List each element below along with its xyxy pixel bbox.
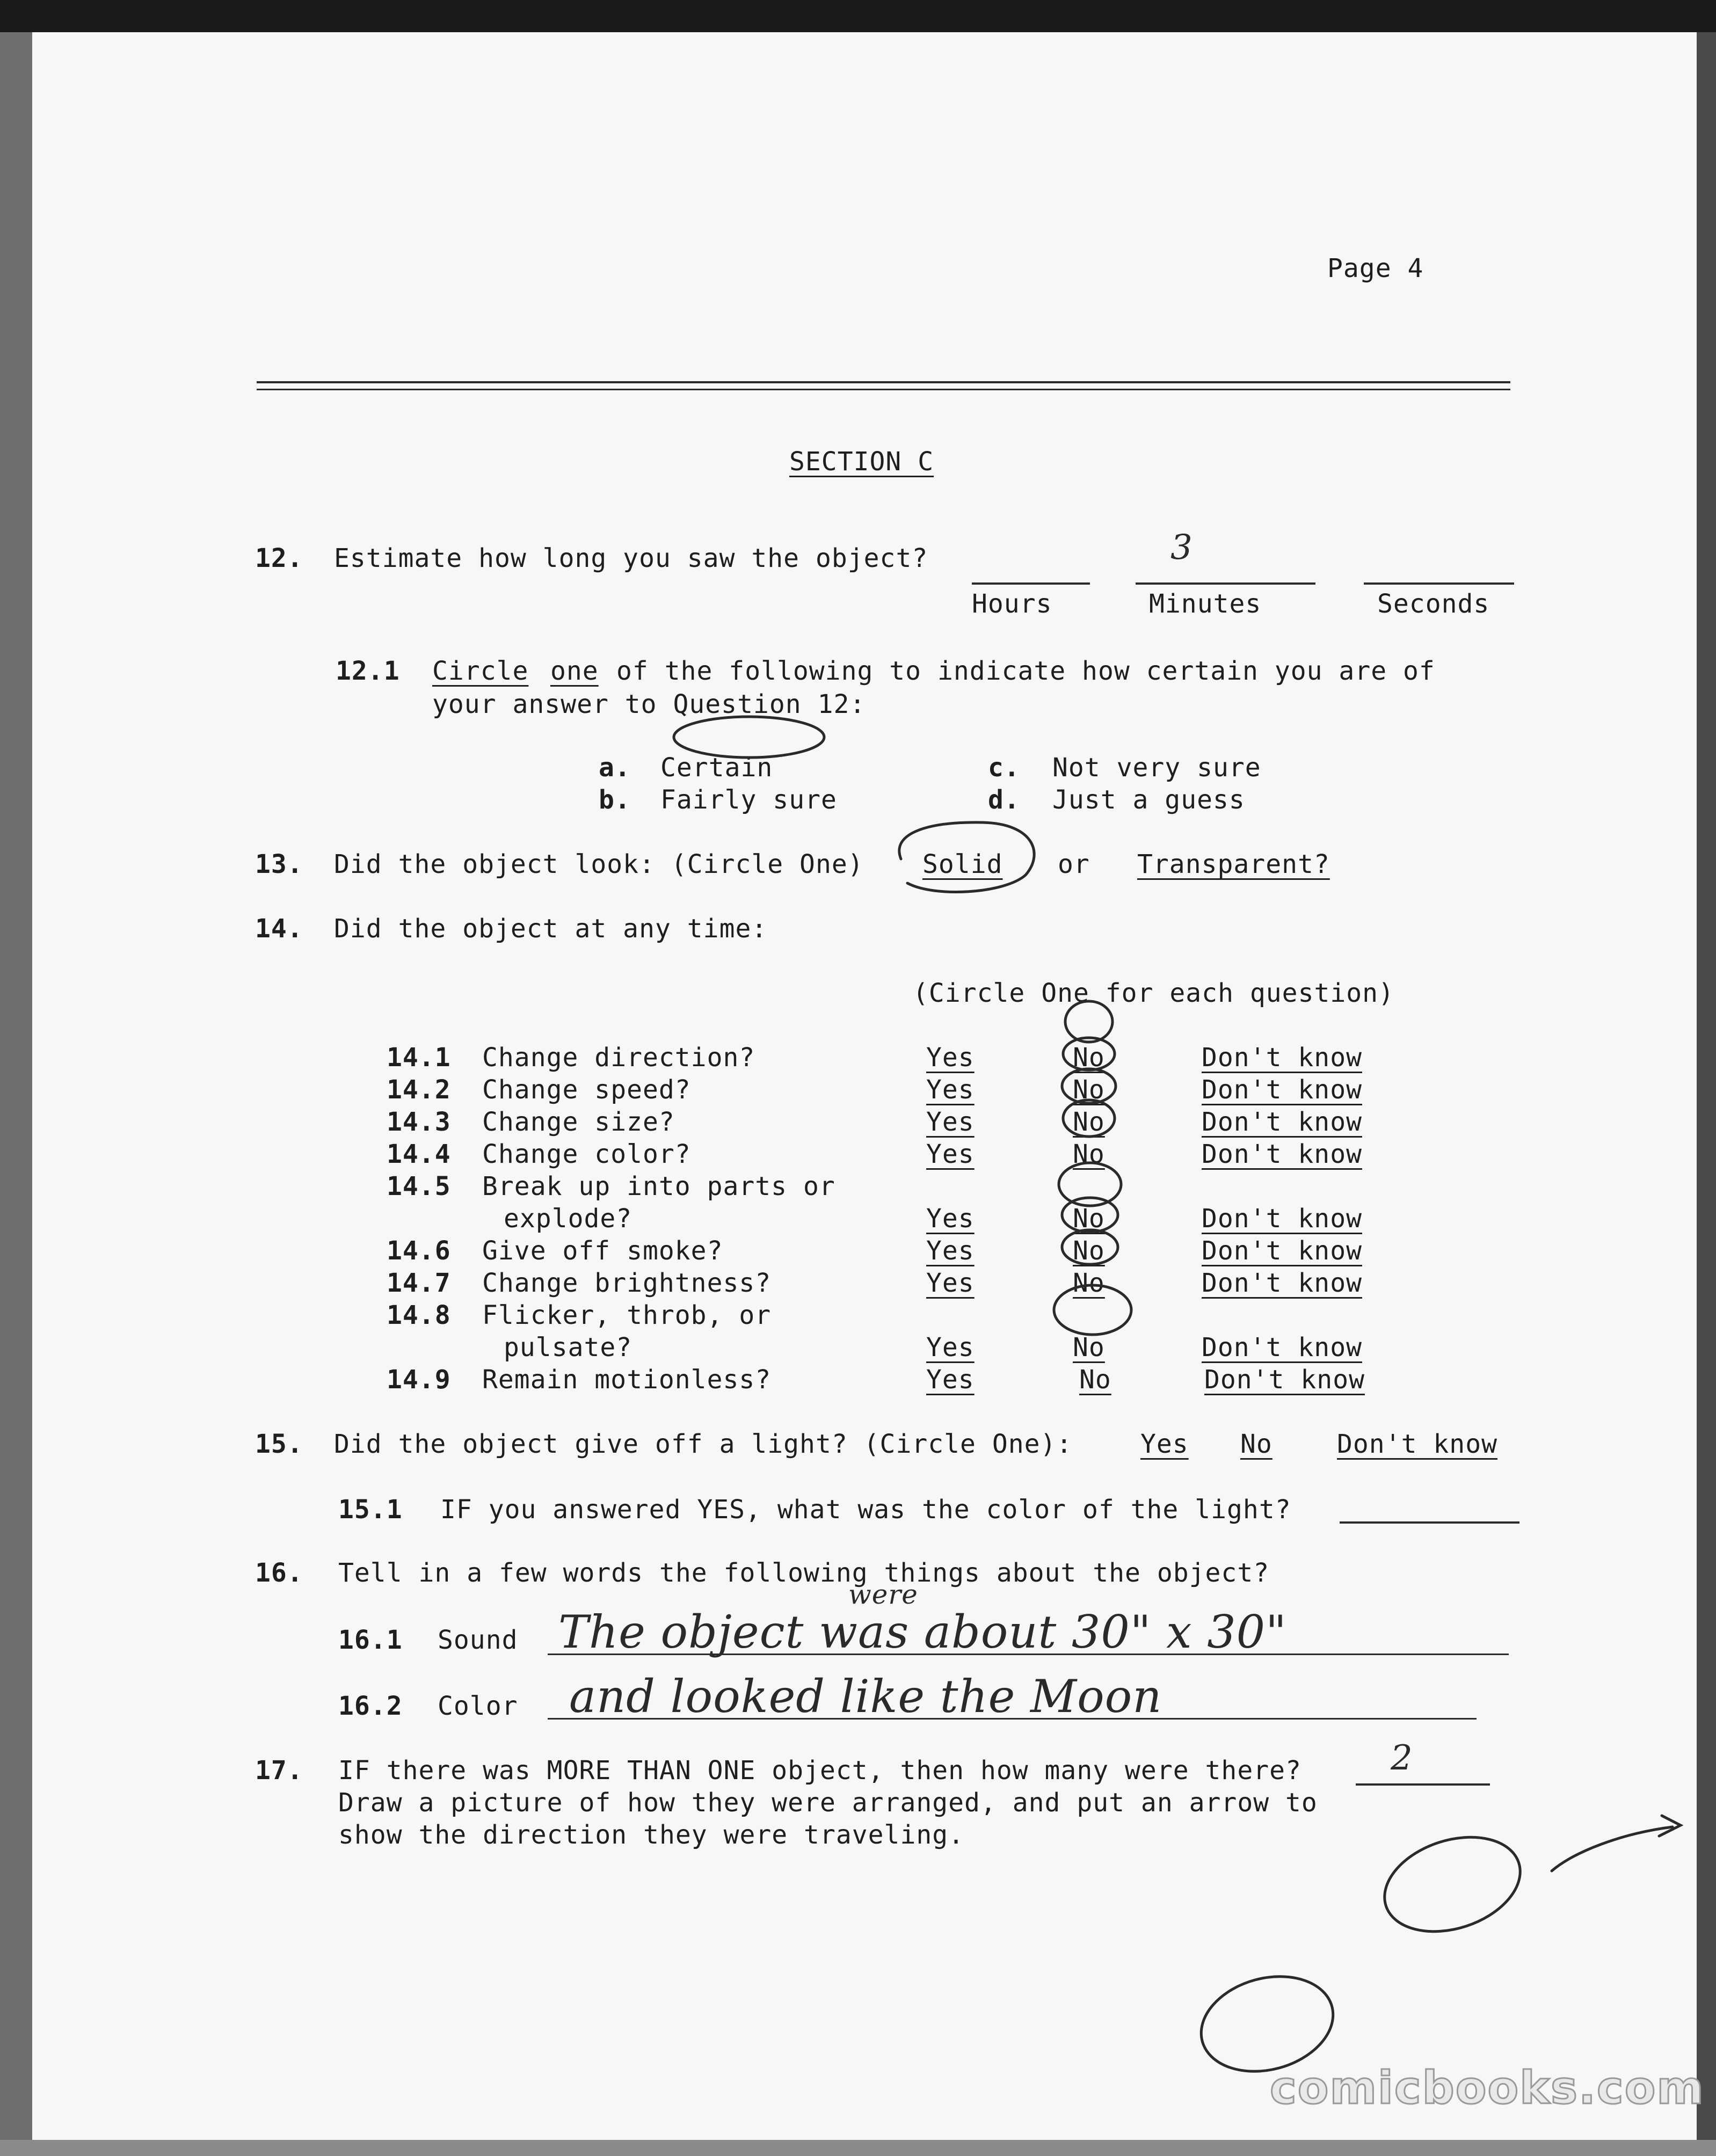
object-count-answer: 2 [1391,1738,1413,1778]
q13-option-solid[interactable]: Solid [922,849,1003,879]
no-circle-14-1 [1065,1001,1113,1042]
option-a-letter: a. [599,753,631,783]
hours-label: Hours [972,589,1052,619]
row-14-2-no[interactable]: No [1073,1075,1105,1105]
row-14-8-no[interactable]: No [1073,1332,1105,1363]
row-14-2-label: Change speed? [482,1075,691,1105]
row-14-7-yes[interactable]: Yes [926,1268,975,1298]
q12-number: 12. [255,543,303,573]
row-14-9-no[interactable]: No [1079,1365,1111,1395]
option-d-letter: d. [988,785,1020,815]
form-page [0,32,1716,2156]
row-14-1-number: 14.1 [387,1043,451,1073]
q12-1-text-line2: your answer to Question 12: [432,689,866,719]
row-14-5-number: 14.5 [387,1171,451,1201]
option-b-letter: b. [599,785,631,815]
q17-line2: Draw a picture of how they were arranged, and put an arrow to [338,1788,1318,1818]
q16-2-label: Color [438,1691,518,1721]
q14-number: 14. [255,914,303,944]
row-14-9-dont-know[interactable]: Don't know [1204,1365,1365,1395]
q14-instruction: (Circle One for each question) [913,978,1394,1008]
option-b-fairly-sure[interactable]: Fairly sure [660,785,837,815]
q12-text: Estimate how long you saw the object? [334,543,928,573]
no-circle-14-7 [1062,1230,1118,1264]
row-14-1-no[interactable]: No [1073,1043,1105,1073]
color-answer: and looked like the Moon [569,1670,1162,1723]
q12-1-circle-word: Circle [432,656,529,686]
row-14-2-yes[interactable]: Yes [926,1075,975,1105]
q13-number: 13. [255,849,303,879]
row-14-4-yes[interactable]: Yes [926,1139,975,1169]
q13-option-transparent[interactable]: Transparent? [1137,849,1330,879]
arrow-shaft [1552,1827,1673,1871]
row-14-7-number: 14.7 [387,1268,451,1298]
row-14-3-number: 14.3 [387,1107,451,1137]
row-14-3-label: Change size? [482,1107,675,1137]
row-14-8-dont-know[interactable]: Don't know [1202,1332,1362,1363]
row-14-3-dont-know[interactable]: Don't know [1202,1107,1362,1137]
q12-1-one-word: one [550,656,599,686]
no-circle-14-8 [1054,1285,1131,1335]
q17-number: 17. [255,1756,303,1786]
q12-1-text: of the following to indicate how certain you are of [616,656,1435,686]
row-14-1-label: Change direction? [482,1043,755,1073]
no-circle-14-4 [1063,1100,1115,1137]
row-14-6-yes[interactable]: Yes [926,1236,975,1266]
watermark: comicbooks.com [1270,2062,1705,2114]
q12-1-number: 12.1 [336,656,400,686]
row-14-8-label: Flicker, throb, or [482,1300,772,1330]
q15-yes[interactable]: Yes [1140,1429,1189,1459]
solid-circle-mark [899,822,1034,892]
row-14-6-label: Give off smoke? [482,1236,723,1266]
q15-no[interactable]: No [1240,1429,1273,1459]
row-14-4-number: 14.4 [387,1139,451,1169]
row-14-9-label: Remain motionless? [482,1365,772,1395]
row-14-7-label: Change brightness? [482,1268,772,1298]
row-14-5-no[interactable]: No [1073,1204,1105,1234]
q17-line3: show the direction they were traveling. [338,1820,965,1850]
row-14-4-label: Change color? [482,1139,691,1169]
minutes-answer: 3 [1170,528,1193,567]
row-14-9-number: 14.9 [387,1365,451,1395]
q15-dont-know[interactable]: Don't know [1337,1429,1497,1459]
row-14-1-yes[interactable]: Yes [926,1043,975,1073]
q16-1-number: 16.1 [338,1625,403,1655]
q15-text: Did the object give off a light? (Circle One): [334,1429,1073,1459]
q16-2-number: 16.2 [338,1691,403,1721]
row-14-3-yes[interactable]: Yes [926,1107,975,1137]
q13-or: or [1058,849,1090,879]
row-14-6-no[interactable]: No [1073,1236,1105,1266]
option-c-letter: c. [988,753,1020,783]
q16-number: 16. [255,1558,303,1588]
sound-insert: were [848,1579,918,1610]
row-14-5-dont-know[interactable]: Don't know [1202,1204,1362,1234]
row-14-4-dont-know[interactable]: Don't know [1202,1139,1362,1169]
q16-text: Tell in a few words the following things about the object? [338,1558,1270,1588]
q15-1-text: IF you answered YES, what was the color of the light? [440,1495,1291,1525]
row-14-3-no[interactable]: No [1073,1107,1105,1137]
row-14-5-label-line2: explode? [504,1204,632,1234]
row-14-5-label: Break up into parts or [482,1171,835,1201]
row-14-8-number: 14.8 [387,1300,451,1330]
q15-1-number: 15.1 [338,1495,403,1525]
no-circle-14-6 [1062,1198,1118,1232]
sound-answer: The object was about 30" x 30" [558,1606,1287,1658]
page-number: Page 4 [1327,253,1424,283]
row-14-9-yes[interactable]: Yes [926,1365,975,1395]
row-14-2-number: 14.2 [387,1075,451,1105]
row-14-8-yes[interactable]: Yes [926,1332,975,1363]
q15-number: 15. [255,1429,303,1459]
certain-circle-mark [674,717,824,757]
section-title: SECTION C [789,447,934,477]
minutes-label: Minutes [1149,589,1262,619]
option-a-certain[interactable]: Certain [660,753,773,783]
option-c-not-very-sure[interactable]: Not very sure [1052,753,1261,783]
q17-line1: IF there was MORE THAN ONE object, then how many were there? [338,1756,1301,1786]
option-d-just-a-guess[interactable]: Just a guess [1052,785,1245,815]
no-circle-14-3 [1062,1069,1116,1103]
row-14-6-dont-know[interactable]: Don't know [1202,1236,1362,1266]
q14-text: Did the object at any time: [334,914,768,944]
row-14-6-number: 14.6 [387,1236,451,1266]
arrow-head [1659,1816,1681,1836]
row-14-7-dont-know[interactable]: Don't know [1202,1268,1362,1298]
row-14-5-yes[interactable]: Yes [926,1204,975,1234]
seconds-label: Seconds [1377,589,1490,619]
row-14-7-no[interactable]: No [1073,1268,1105,1298]
ink-annotations [0,32,1716,2156]
row-14-1-dont-know[interactable]: Don't know [1202,1043,1362,1073]
q13-text: Did the object look: (Circle One) [334,849,864,879]
object-sketch-1 [1372,1821,1532,1948]
row-14-4-no[interactable]: No [1073,1139,1105,1169]
row-14-2-dont-know[interactable]: Don't know [1202,1075,1362,1105]
no-circle-14-5 [1059,1163,1121,1206]
row-14-8-label-line2: pulsate? [504,1332,632,1363]
q16-1-label: Sound [438,1625,518,1655]
